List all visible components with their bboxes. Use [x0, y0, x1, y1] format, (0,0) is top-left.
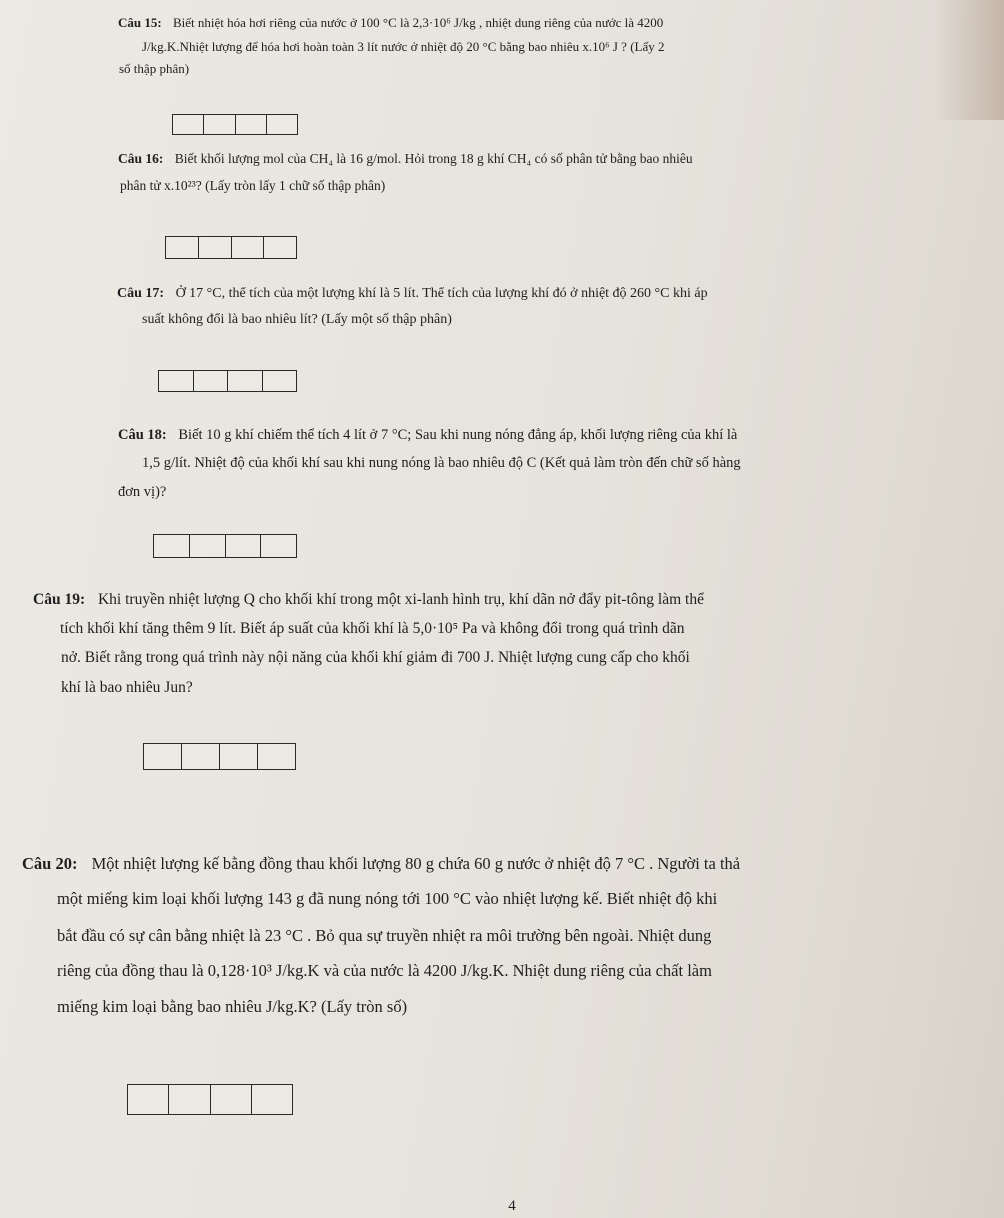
- q20-answer-cell-1[interactable]: [128, 1085, 169, 1114]
- q19-line-1: [33, 592, 704, 608]
- q15-label: Câu 15:: [118, 15, 162, 30]
- q16-line-1: [118, 152, 693, 166]
- q18-answer-cell-2[interactable]: [190, 535, 226, 557]
- q16-answer-box[interactable]: [165, 236, 297, 259]
- q16-answer-cell-4[interactable]: [264, 237, 296, 258]
- q15-text-1: Biết nhiệt hóa hơi riêng của nước ở 100 °C là 2,3·10⁶ J/kg , nhiệt dung riêng của nước là 4200: [172, 15, 664, 30]
- q18-text-3: đơn vị)?: [118, 484, 167, 500]
- q19-text-1: Khi truyền nhiệt lượng Q cho khối khí trong một xi-lanh hình trụ, khí dãn nở đẩy pit-tông làm thể: [97, 591, 704, 608]
- q15-answer-cell-4[interactable]: [267, 115, 297, 134]
- q15-answer-cell-1[interactable]: [173, 115, 204, 134]
- q16-text-2: phân tử x.10²³? (Lấy tròn lấy 1 chữ số thập phân): [120, 178, 386, 193]
- q15-line-1: [118, 16, 663, 29]
- q19-text-3: nở. Biết rằng trong quá trình này nội năng của khối khí giảm đi 700 J. Nhiệt lượng cung cấp cho khối: [61, 649, 690, 666]
- q16-label: Câu 16:: [118, 151, 164, 166]
- q17-answer-cell-4[interactable]: [263, 371, 297, 391]
- q18-line-1: [118, 428, 737, 443]
- q20-line-1: [22, 856, 740, 873]
- q20-text-5: miếng kim loại bằng bao nhiêu J/kg.K? (Lấy tròn số): [57, 997, 408, 1016]
- q18-answer-box[interactable]: [153, 534, 297, 558]
- page-edge-shadow: [934, 0, 1004, 120]
- q20-answer-box[interactable]: [127, 1084, 293, 1115]
- q15-text-2: J/kg.K.Nhiệt lượng để hóa hơi hoàn toàn 3 lít nước ở nhiệt độ 20 °C bằng bao nhiêu x.10⁶ J ? (Lấy 2: [142, 39, 665, 54]
- q19-label: Câu 19:: [33, 591, 86, 608]
- q16-answer-cell-1[interactable]: [166, 237, 199, 258]
- q20-answer-cell-3[interactable]: [211, 1085, 252, 1114]
- q16-answer-cell-2[interactable]: [199, 237, 232, 258]
- q18-text-2: 1,5 g/lít. Nhiệt độ của khối khí sau khi nung nóng là bao nhiêu độ C (Kết quả làm tròn đến chữ số hàng: [142, 455, 741, 471]
- q20-answer-cell-4[interactable]: [252, 1085, 292, 1114]
- q17-answer-box[interactable]: [158, 370, 297, 392]
- q17-line-1: [117, 287, 708, 301]
- q19-answer-box[interactable]: [143, 743, 296, 770]
- q20-text-3: bắt đầu có sự cân bằng nhiệt là 23 °C . Bỏ qua sự truyền nhiệt ra môi trường bên ngoài. Nhiệt dung: [57, 926, 712, 945]
- q19-text-2: tích khối khí tăng thêm 9 lít. Biết áp suất của khối khí là 5,0·10⁵ Pa và không đổi trong quá trình dãn: [60, 620, 685, 637]
- q15-answer-cell-3[interactable]: [236, 115, 267, 134]
- q17-text-2: suất không đổi là bao nhiêu lít? (Lấy một số thập phân): [142, 312, 452, 327]
- q20-label: Câu 20:: [22, 854, 78, 873]
- q19-answer-cell-4[interactable]: [258, 744, 295, 769]
- q18-answer-cell-3[interactable]: [226, 535, 262, 557]
- q19-answer-cell-2[interactable]: [182, 744, 220, 769]
- q18-answer-cell-4[interactable]: [261, 535, 296, 557]
- q17-label: Câu 17:: [117, 286, 165, 301]
- q19-answer-cell-1[interactable]: [144, 744, 182, 769]
- q18-label: Câu 18:: [118, 427, 167, 443]
- q15-text-3: số thập phân): [119, 61, 190, 76]
- q17-answer-cell-2[interactable]: [194, 371, 229, 391]
- q18-answer-cell-1[interactable]: [154, 535, 190, 557]
- page-number: 4: [508, 1198, 516, 1214]
- q17-text-1: Ở 17 °C, thể tích của một lượng khí là 5 lít. Thể tích của lượng khí đó ở nhiệt độ 260 °C khi áp: [175, 286, 708, 301]
- q17-answer-cell-1[interactable]: [159, 371, 194, 391]
- q16-text-1: Biết khối lượng mol của CH₄ là 16 g/mol. Hỏi trong 18 g khí CH₄ có số phân tử bằng bao nhiêu: [174, 151, 693, 166]
- q17-answer-cell-3[interactable]: [228, 371, 263, 391]
- q20-text-2: một miếng kim loại khối lượng 143 g đã nung nóng tới 100 °C vào nhiệt lượng kế. Biết nhiệt độ khi: [57, 889, 718, 908]
- q20-text-4: riêng của đồng thau là 0,128·10³ J/kg.K và của nước là 4200 J/kg.K. Nhiệt dung riêng của chất làm: [57, 961, 712, 980]
- q20-text-1: Một nhiệt lượng kế bằng đồng thau khối lượng 80 g chứa 60 g nước ở nhiệt độ 7 °C . Người ta thả: [91, 854, 741, 873]
- q15-answer-box[interactable]: [172, 114, 298, 135]
- q19-answer-cell-3[interactable]: [220, 744, 258, 769]
- q16-answer-cell-3[interactable]: [232, 237, 265, 258]
- q15-answer-cell-2[interactable]: [204, 115, 235, 134]
- q20-answer-cell-2[interactable]: [169, 1085, 210, 1114]
- q19-text-4: khí là bao nhiêu Jun?: [61, 679, 193, 696]
- q18-text-1: Biết 10 g khí chiếm thể tích 4 lít ở 7 °C; Sau khi nung nóng đẳng áp, khối lượng riêng của khí là: [178, 427, 738, 443]
